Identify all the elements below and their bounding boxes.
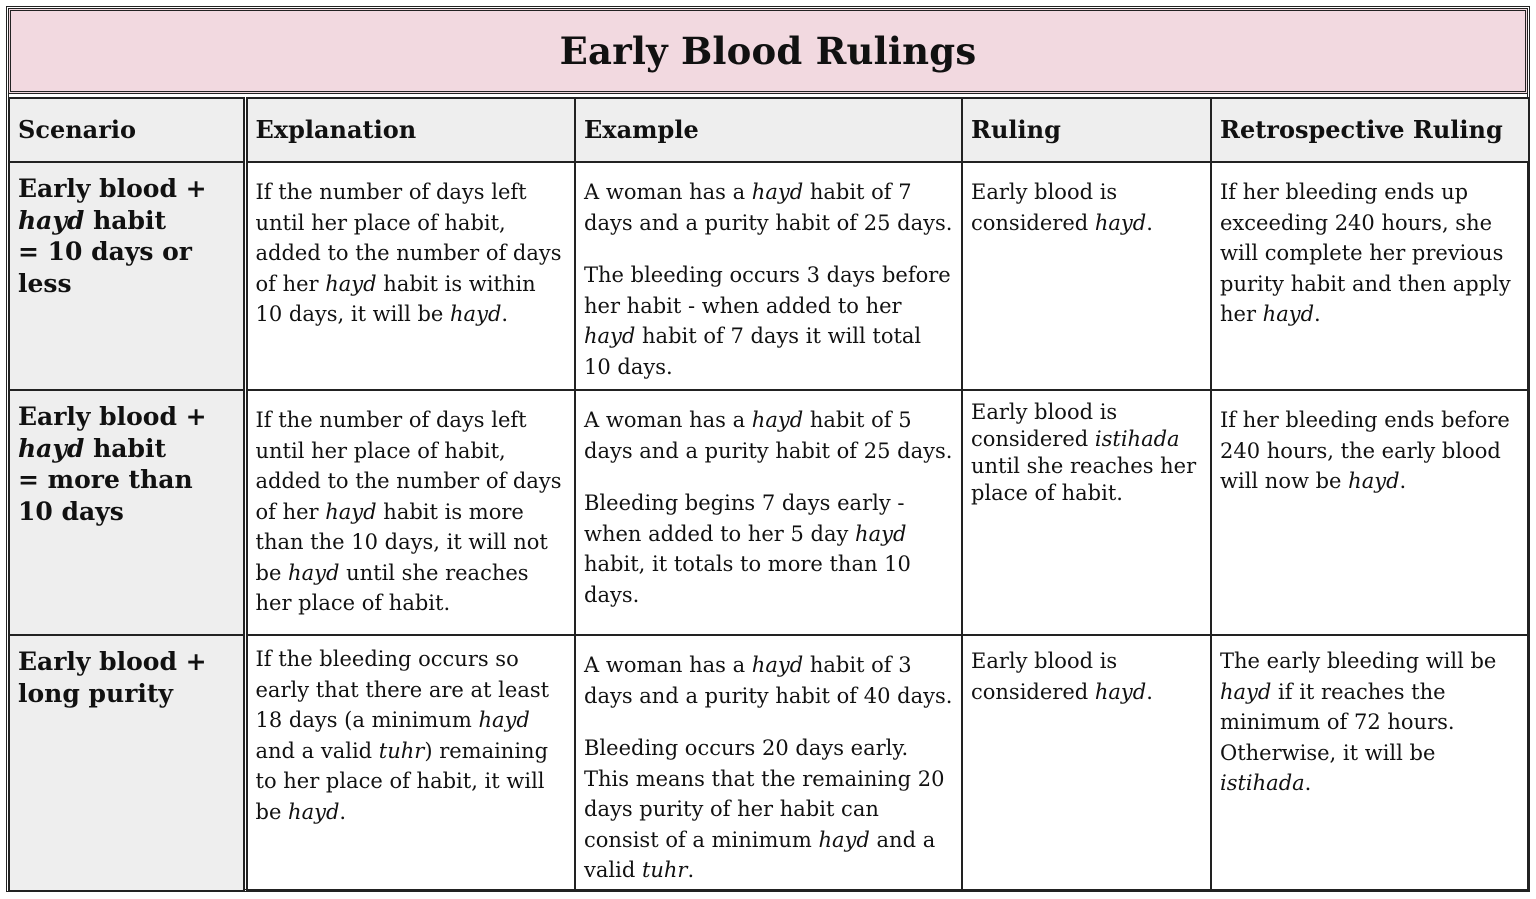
table-row (9, 635, 1529, 891)
explanation-term: hayd (325, 271, 377, 296)
ruling-text: Early blood is considered (971, 400, 1118, 451)
scenario-text: = more than 10 days (18, 465, 193, 526)
explanation-text: If the number of days left until her place of habit, added to the number of days of her (255, 180, 562, 296)
retrospective-text: The early bleeding will be (1220, 649, 1497, 673)
header-scenario: Scenario (9, 98, 245, 162)
explanation-text: until she reaches her place of habit. (255, 560, 529, 615)
scenario-text: habit (84, 205, 166, 235)
explanation-text: . (501, 302, 509, 326)
example-text: habit of 7 days and a purity habit of 25 days. (584, 180, 953, 235)
retrospective-term: istihada (1220, 771, 1305, 795)
example-text: Bleeding begins 7 days early - when added to her 5 day (584, 491, 905, 546)
scenario-cell (9, 390, 245, 635)
example-text: A woman has a (584, 653, 752, 677)
ruling-text: Early blood is considered (971, 180, 1118, 235)
explanation-term: hayd (478, 708, 530, 732)
example-cell (575, 390, 962, 635)
scenario-text: Early blood + (18, 174, 207, 203)
explanation-text: habit is within 10 days, it will be (255, 271, 536, 326)
scenario-term: hayd (18, 433, 85, 463)
header-example: Example (575, 98, 962, 162)
header-ruling: Ruling (962, 98, 1211, 162)
scenario-text: long purity (18, 678, 173, 708)
table-row (9, 390, 1529, 635)
ruling-text: . (1146, 210, 1153, 235)
retrospective-text: . (1399, 469, 1407, 493)
ruling-text: Early blood is considered (971, 649, 1118, 704)
ruling-term: hayd (1094, 679, 1147, 704)
example-term: hayd (751, 653, 804, 677)
ruling-cell (962, 162, 1211, 390)
retrospective-cell (1211, 390, 1529, 635)
example-text: habit of 5 days and a purity habit of 25 days. (584, 408, 953, 463)
example-text: and a valid (584, 827, 936, 882)
scenario-text: Early blood + (18, 402, 207, 431)
example-text: habit, it totals to more than 10 days. (584, 552, 911, 607)
header-explanation: Explanation (245, 98, 575, 162)
explanation-text: If the number of days left until her place of habit, added to the number of days of her (255, 408, 562, 524)
header-retrospective: Retrospective Ruling (1211, 98, 1529, 162)
retrospective-cell (1211, 162, 1529, 390)
retrospective-term: hayd (1220, 679, 1272, 704)
scenario-text: = 10 days or less (18, 237, 192, 298)
example-term: hayd (584, 324, 636, 348)
example-term: hayd (751, 408, 804, 432)
example-cell (575, 162, 962, 390)
example-cell (575, 635, 962, 891)
explanation-term: hayd (288, 560, 340, 585)
scenario-term: hayd (18, 205, 85, 235)
page-title: Early Blood Rulings (559, 29, 977, 73)
scenario-text: habit (84, 433, 166, 463)
explanation-text: and a valid (255, 738, 379, 763)
example-text: habit of 3 days and a purity habit of 40 days. (584, 653, 953, 708)
scenario-cell (9, 162, 245, 390)
example-text: habit of 7 days it will total 10 days. (584, 324, 922, 379)
explanation-text: If the bleeding occurs so early that there are at least 18 days (a minimum (255, 647, 550, 732)
ruling-term: hayd (1094, 210, 1147, 235)
rulings-table (8, 97, 1530, 892)
explanation-term: hayd (325, 499, 377, 524)
table-row (9, 162, 1529, 390)
explanation-text: habit is more than the 10 days, it will not be (255, 499, 548, 585)
example-term: hayd (855, 521, 907, 546)
explanation-term: hayd (288, 799, 340, 824)
scenario-cell (9, 635, 245, 891)
example-term: hayd (818, 827, 870, 852)
retrospective-text: . (1314, 302, 1321, 326)
retrospective-text: If her bleeding ends before 240 hours, the early blood will now be (1220, 408, 1510, 493)
example-text: Bleeding occurs 20 days early. This means that the remaining 20 days purity of her habit can consist of a minimum (584, 736, 945, 852)
explanation-cell (245, 162, 575, 390)
ruling-cell (962, 635, 1211, 891)
example-term: tuhr (641, 858, 688, 882)
retrospective-text: If her bleeding ends up exceeding 240 hours, she will complete her previous purity habit and then apply her (1220, 180, 1511, 326)
ruling-text: until she reaches her place of habit. (971, 454, 1197, 505)
retrospective-text: . (1304, 771, 1312, 795)
explanation-text: ) remaining to her place of habit, it will be (255, 738, 549, 824)
ruling-cell (962, 390, 1211, 635)
header-row (9, 98, 1529, 162)
example-text: The bleeding occurs 3 days before her habit - when added to her (584, 263, 951, 318)
ruling-text: . (1146, 679, 1153, 704)
title-bar (8, 8, 1528, 94)
example-text: A woman has a (584, 180, 752, 204)
explanation-text: . (339, 799, 347, 824)
example-term: hayd (751, 180, 804, 204)
example-text: A woman has a (584, 408, 752, 432)
retrospective-cell (1211, 635, 1529, 891)
explanation-cell (245, 390, 575, 635)
example-text: . (687, 858, 695, 882)
explanation-cell (245, 635, 575, 891)
retrospective-term: hayd (1348, 469, 1400, 493)
retrospective-term: hayd (1262, 302, 1315, 326)
explanation-term: hayd (450, 302, 502, 326)
scenario-text: Early blood + (18, 647, 207, 676)
ruling-term: istihada (1094, 427, 1180, 451)
explanation-term: tuhr (378, 738, 425, 763)
retrospective-text: if it reaches the minimum of 72 hours. Otherwise, it will be (1220, 679, 1455, 765)
